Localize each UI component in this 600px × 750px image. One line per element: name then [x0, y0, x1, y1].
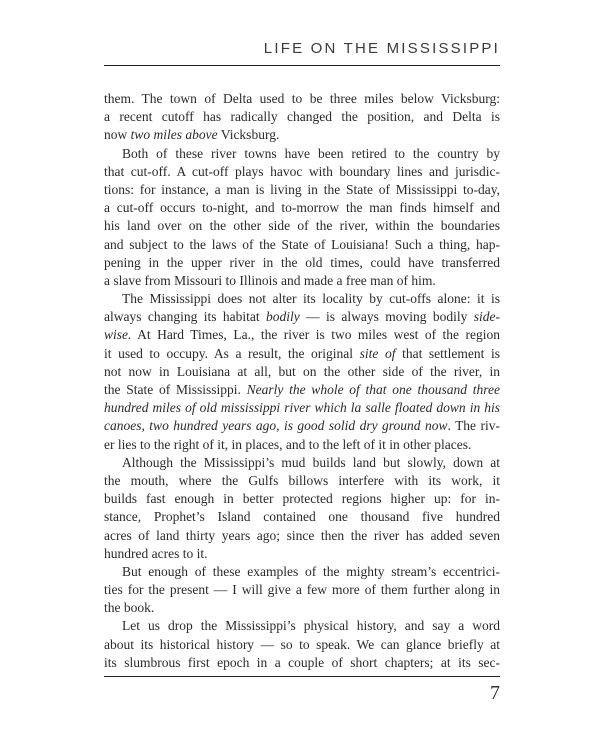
footer-rule	[104, 676, 500, 677]
text-line: But enough of these examples of the mighty stream’s eccentrici-	[122, 563, 500, 579]
text-line: builds fast enough in better protected regions higher up: for in-	[104, 491, 500, 507]
text-line: not now in Louisiana at all, but on the other side of the river, in	[104, 363, 500, 379]
text-line: hundred acres to it.	[104, 545, 208, 561]
emphasis: two miles above	[130, 127, 218, 143]
paragraph	[104, 90, 500, 145]
emphasis: hundred miles of old mississippi river which la salle floated down in his	[104, 400, 500, 416]
text-line: always changing its habitat bodily — is always moving bodily side-	[104, 309, 500, 325]
text-line: Both of these river towns have been retired to the country by	[122, 145, 500, 161]
emphasis: side-	[473, 309, 500, 325]
text-line: pening in the upper river in the old times, could have transferred	[104, 254, 500, 270]
text-line: Let us drop the Mississippi’s physical history, and say a word	[122, 618, 500, 634]
text-line: the State of Mississippi. Nearly the whole of that one thousand three	[104, 382, 500, 397]
body-text	[104, 90, 500, 672]
text-line: acres of land thirty years ago; since then the river has added seven	[104, 527, 500, 543]
text-line: the mouth, where the Gulfs billows interfere with its work, it	[104, 472, 500, 488]
text-line: a recent cutoff has radically changed the position, and Delta is	[104, 109, 500, 125]
text-line: the book.	[104, 600, 155, 616]
text-line: stance, Prophet’s Island contained one thousand five hundred	[104, 509, 500, 525]
text-line: it used to occupy. As a result, the original site of that settlement is	[104, 345, 501, 361]
text-line: now two miles above Vicksburg.	[104, 127, 280, 143]
emphasis: wise.	[104, 327, 132, 343]
header-rule	[104, 65, 500, 66]
paragraph	[104, 563, 500, 618]
emphasis: canoes, two hundred years ago, is good solid dry ground now	[104, 418, 448, 434]
text-line: er lies to the right of it, in places, and to the left of it in other places.	[104, 436, 472, 452]
text-line	[104, 399, 500, 417]
text-line: and subject to the laws of the State of Louisiana! Such a thing, hap-	[104, 236, 500, 252]
text-line: its slumbrous first epoch in a couple of short chapters; at its sec-	[104, 654, 500, 670]
text-line: a cut-off occurs to-night, and to-morrow the man finds himself and	[104, 200, 500, 216]
text-line: The Mississippi does not alter its locality by cut-offs alone: it is	[122, 291, 500, 307]
page-number: 7	[490, 682, 500, 704]
running-head: LIFE ON THE MISSISSIPPI	[263, 40, 500, 57]
text-line: canoes, two hundred years ago, is good solid dry ground now. The riv-	[104, 418, 500, 434]
text-line: ties for the present — I will give a few more of them further along in	[104, 582, 500, 598]
text-line: his land over on the other side of the river, within the boundaries	[104, 218, 500, 234]
text-line: Although the Mississippi’s mud builds land but slowly, down at	[122, 454, 500, 470]
text-line: wise. At Hard Times, La., the river is two miles west of the region	[104, 327, 500, 343]
emphasis: bodily	[265, 309, 300, 325]
text-line: tions: for instance, a man is living in the State of Mississippi to-day,	[104, 181, 500, 197]
paragraph	[104, 454, 500, 563]
text-line: a slave from Missouri to Illinois and made a free man of him.	[104, 272, 436, 288]
text-line: about its historical history — so to speak. We can glance briefly at	[104, 636, 500, 652]
text-line: them. The town of Delta used to be three miles below Vicksburg:	[104, 91, 500, 106]
paragraph	[104, 145, 500, 291]
emphasis: Nearly the whole of that one thousand three	[246, 382, 500, 397]
paragraph	[104, 290, 500, 454]
paragraph	[104, 617, 500, 672]
text-line: that cut-off. A cut-off plays havoc with boundary lines and jurisdic-	[104, 163, 500, 179]
emphasis: site of	[359, 345, 396, 361]
